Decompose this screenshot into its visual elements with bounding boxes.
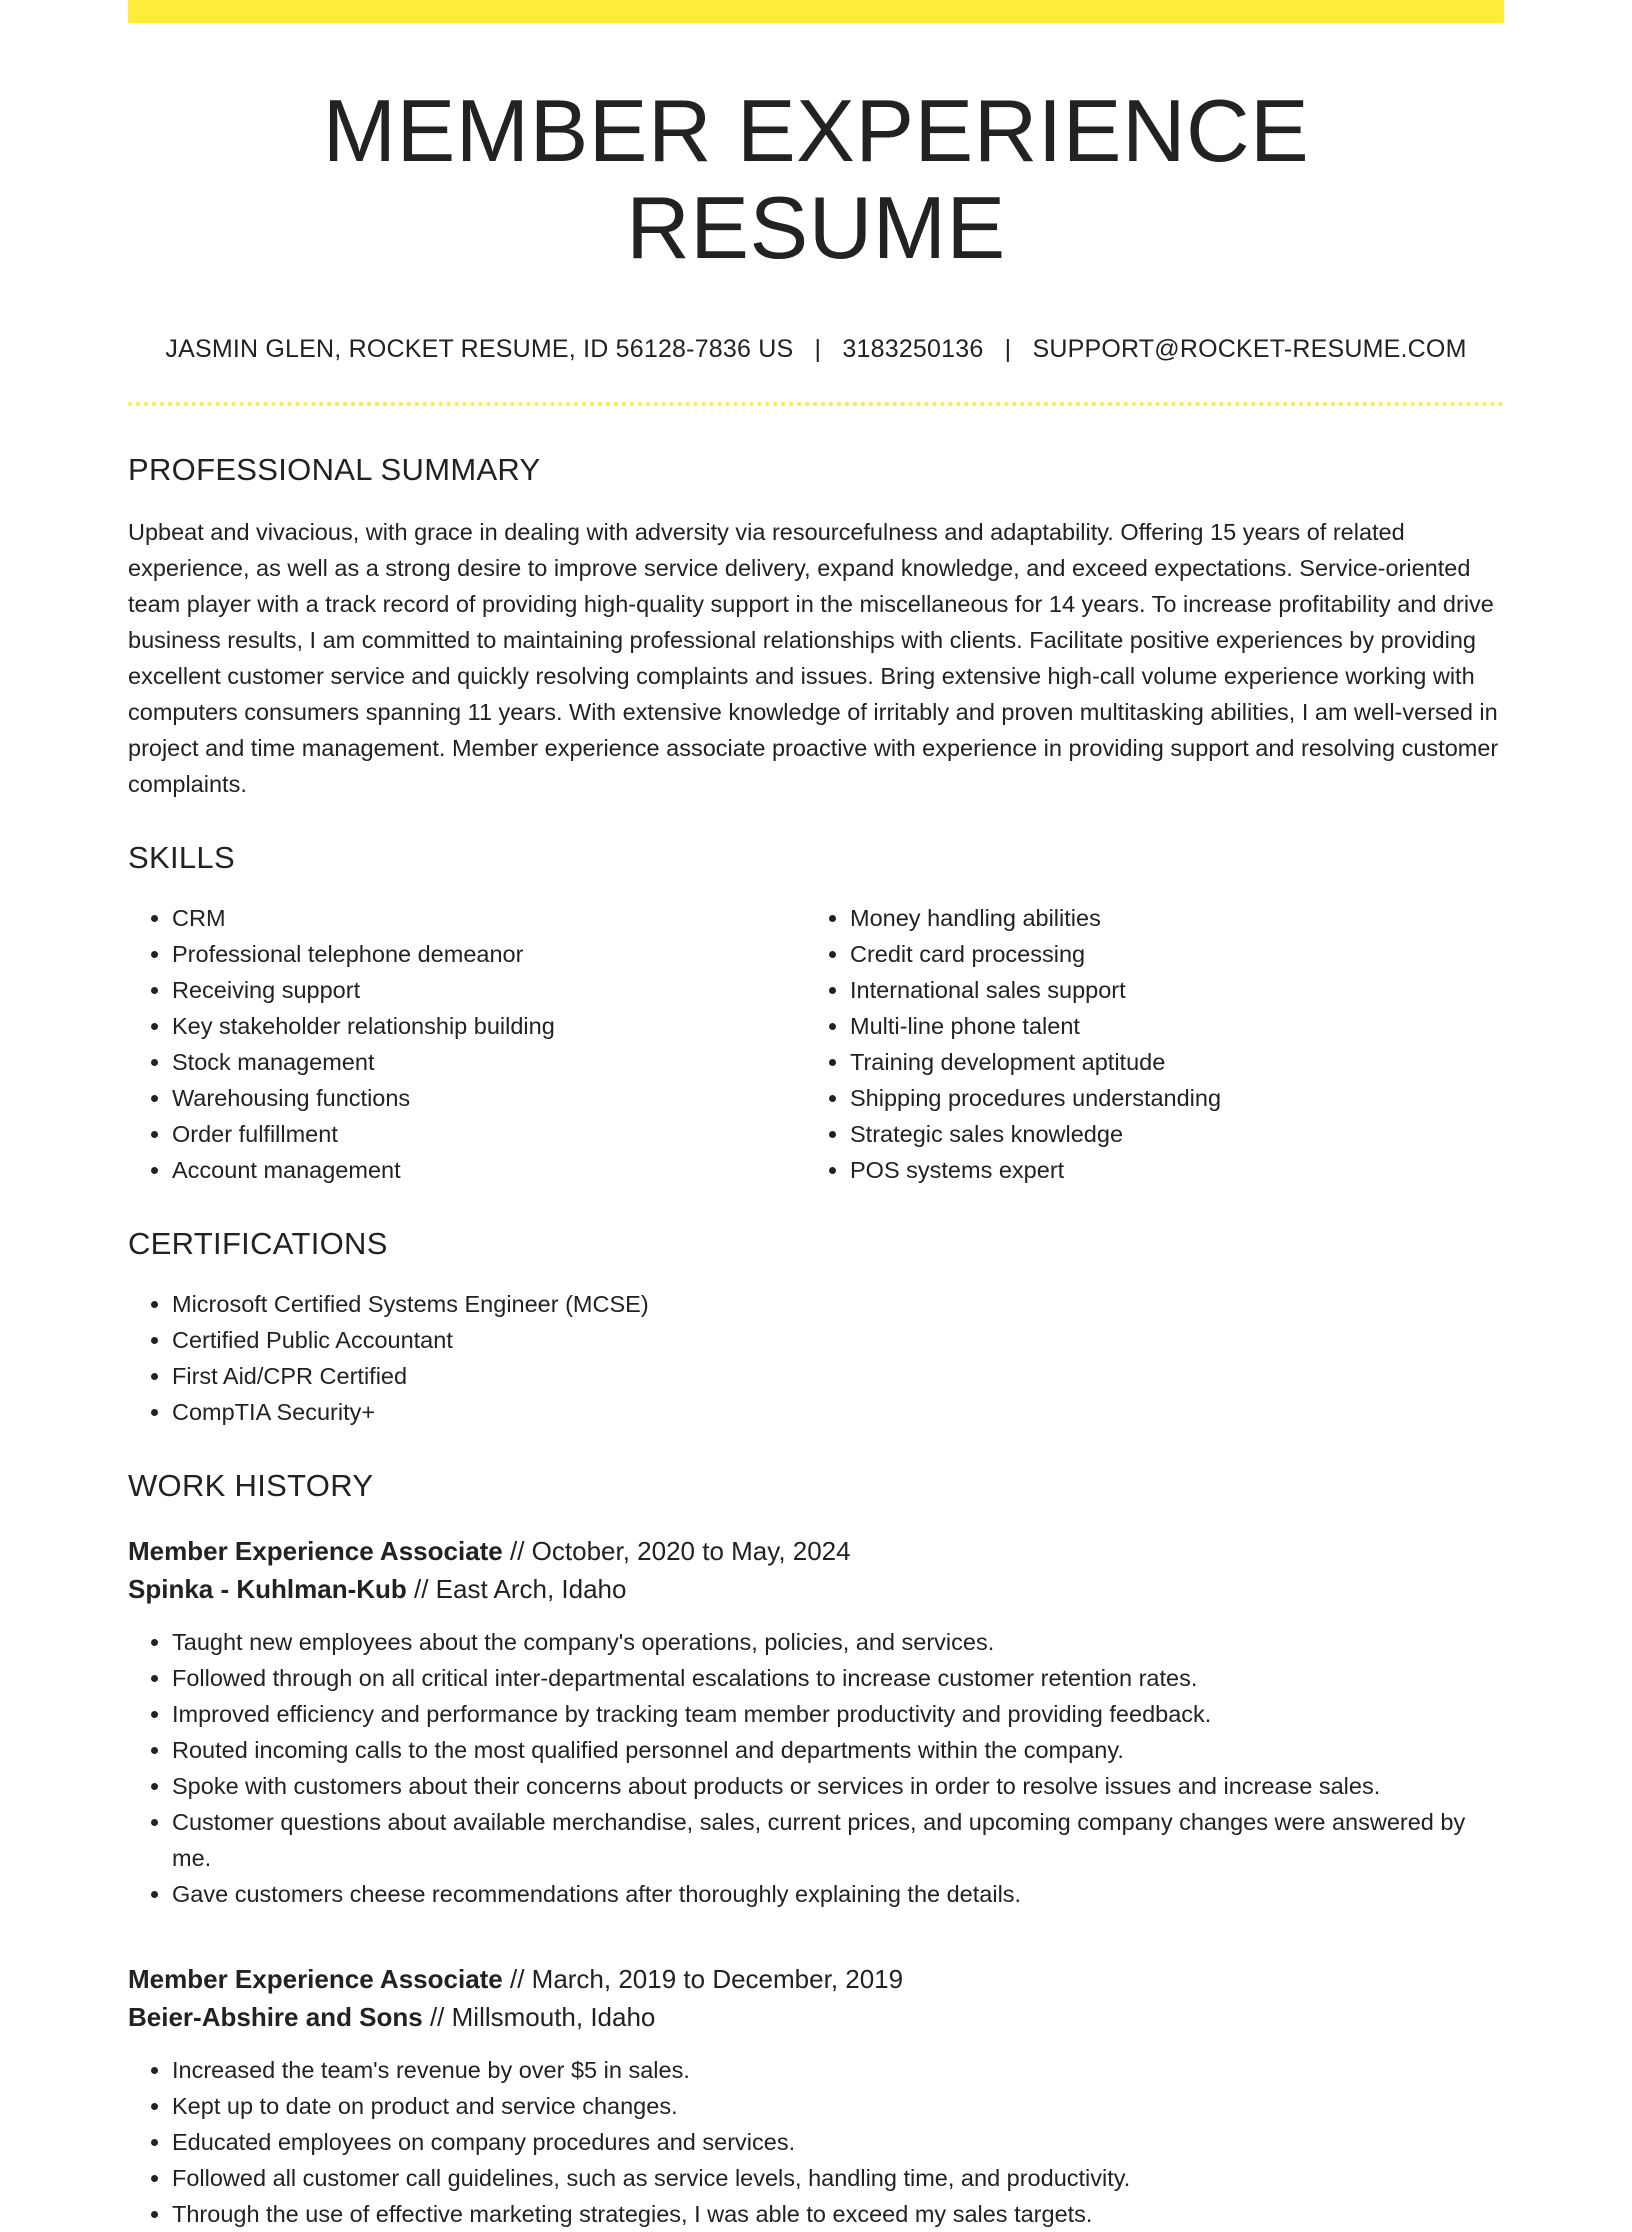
job-bullet: • Spoke with customers about their concerns about products or services in order to resolve issues and increase sales. (172, 1768, 1504, 1804)
job-dates: // March, 2019 to December, 2019 (502, 1963, 904, 1994)
skill-item: • Account management (172, 1152, 806, 1188)
job-title-line (128, 1960, 1504, 1998)
job-bullet: • Followed through on all critical inter-departmental escalations to increase customer retention rates. (172, 1660, 1504, 1696)
job-bullet: • Taught new employees about the company's operations, policies, and services. (172, 1624, 1504, 1660)
job-bullet: • Kept up to date on product and service changes. (172, 2088, 1504, 2124)
summary-text: Upbeat and vivacious, with grace in dealing with adversity via resourcefulness and adaptability. Offering 15 years of related experience, as well as a strong desire to improve service delivery, expand knowledge, and exceed expectations. Service-oriented team player with a track record of providing high-quality support in the miscellaneous for 14 years. To increase profitability and drive business results, I am committed to maintaining professional relationships with clients. Facilitate positive experiences by providing excellent customer service and quickly resolving complaints and issues. Bring extensive high-call volume experience working with computers consumers spanning 11 years. With extensive knowledge of irritably and proven multitasking abilities, I am well-versed in project and time management. Member experience associate proactive with experience in providing support and resolving customer complaints. (128, 518, 1499, 797)
job-location: // East Arch, Idaho (406, 1573, 627, 1604)
skill-item: • Professional telephone demeanor (172, 936, 806, 972)
skill-item: • POS systems expert (850, 1152, 1484, 1188)
certification-item: • CompTIA Security+ (172, 1394, 1504, 1430)
contact-separator: | (1004, 334, 1012, 363)
job-location: // Millsmouth, Idaho (422, 2001, 656, 2032)
job-company: Spinka - Kuhlman-Kub (128, 1573, 407, 1604)
job-entry (128, 1960, 1504, 2232)
skill-item: • Training development aptitude (850, 1044, 1484, 1080)
contact-phone: 3183250136 (842, 334, 984, 363)
job-title-line (128, 1532, 1504, 1570)
job-bullets (128, 2052, 1504, 2232)
job-role: Member Experience Associate (128, 1535, 503, 1566)
skill-item: • Stock management (172, 1044, 806, 1080)
dotted-divider (128, 402, 1504, 406)
resume-page (128, 0, 1504, 2232)
skills-heading: SKILLS (128, 839, 235, 875)
skill-item: • Credit card processing (850, 936, 1484, 972)
job-company-line (128, 1998, 1504, 2036)
job-dates: // October, 2020 to May, 2024 (502, 1535, 851, 1566)
contact-separator: | (814, 334, 822, 363)
job-bullet: • Routed incoming calls to the most qualified personnel and departments within the company. (172, 1732, 1504, 1768)
skills-list-right (806, 900, 1484, 1188)
job-bullet: • Followed all customer call guidelines, such as service levels, handling time, and productivity. (172, 2160, 1504, 2196)
contact-address: JASMIN GLEN, ROCKET RESUME, ID 56128-7836 US (165, 334, 794, 363)
certification-item: • Certified Public Accountant (172, 1322, 1504, 1358)
summary-heading: PROFESSIONAL SUMMARY (128, 451, 541, 487)
skill-item: • Receiving support (172, 972, 806, 1008)
page-title: MEMBER EXPERIENCE RESUME (322, 81, 1310, 277)
job-entry (128, 1532, 1504, 1912)
skill-item: • Strategic sales knowledge (850, 1116, 1484, 1152)
job-bullet: • Gave customers cheese recommendations after thoroughly explaining the details. (172, 1876, 1504, 1912)
skill-item: • International sales support (850, 972, 1484, 1008)
skill-item: • CRM (172, 900, 806, 936)
job-bullet: • Improved efficiency and performance by tracking team member productivity and providing feedback. (172, 1696, 1504, 1732)
accent-top-bar (128, 0, 1504, 23)
certifications-heading: CERTIFICATIONS (128, 1225, 388, 1261)
work-history-heading: WORK HISTORY (128, 1467, 374, 1503)
skill-item: • Shipping procedures understanding (850, 1080, 1484, 1116)
job-role: Member Experience Associate (128, 1963, 503, 1994)
contact-email: SUPPORT@ROCKET-RESUME.COM (1032, 334, 1467, 363)
contact-line (128, 335, 1504, 364)
job-bullet: • Through the use of effective marketing strategies, I was able to exceed my sales targets. (172, 2196, 1504, 2232)
skill-item: • Key stakeholder relationship building (172, 1008, 806, 1044)
skills-list-left (128, 900, 806, 1188)
job-company-line (128, 1570, 1504, 1608)
certification-item: • Microsoft Certified Systems Engineer (MCSE) (172, 1286, 1504, 1322)
skill-item: • Order fulfillment (172, 1116, 806, 1152)
certification-item: • First Aid/CPR Certified (172, 1358, 1504, 1394)
skill-item: • Money handling abilities (850, 900, 1484, 936)
certifications-list (128, 1286, 1504, 1430)
job-bullet: • Increased the team's revenue by over $5 in sales. (172, 2052, 1504, 2088)
job-bullets (128, 1624, 1504, 1912)
skill-item: • Warehousing functions (172, 1080, 806, 1116)
job-bullet: • Educated employees on company procedures and services. (172, 2124, 1504, 2160)
skill-item: • Multi-line phone talent (850, 1008, 1484, 1044)
job-company: Beier-Abshire and Sons (128, 2001, 423, 2032)
skills-grid (128, 900, 1504, 1188)
job-bullet: • Customer questions about available merchandise, sales, current prices, and upcoming company changes were answered by me. (172, 1804, 1504, 1876)
